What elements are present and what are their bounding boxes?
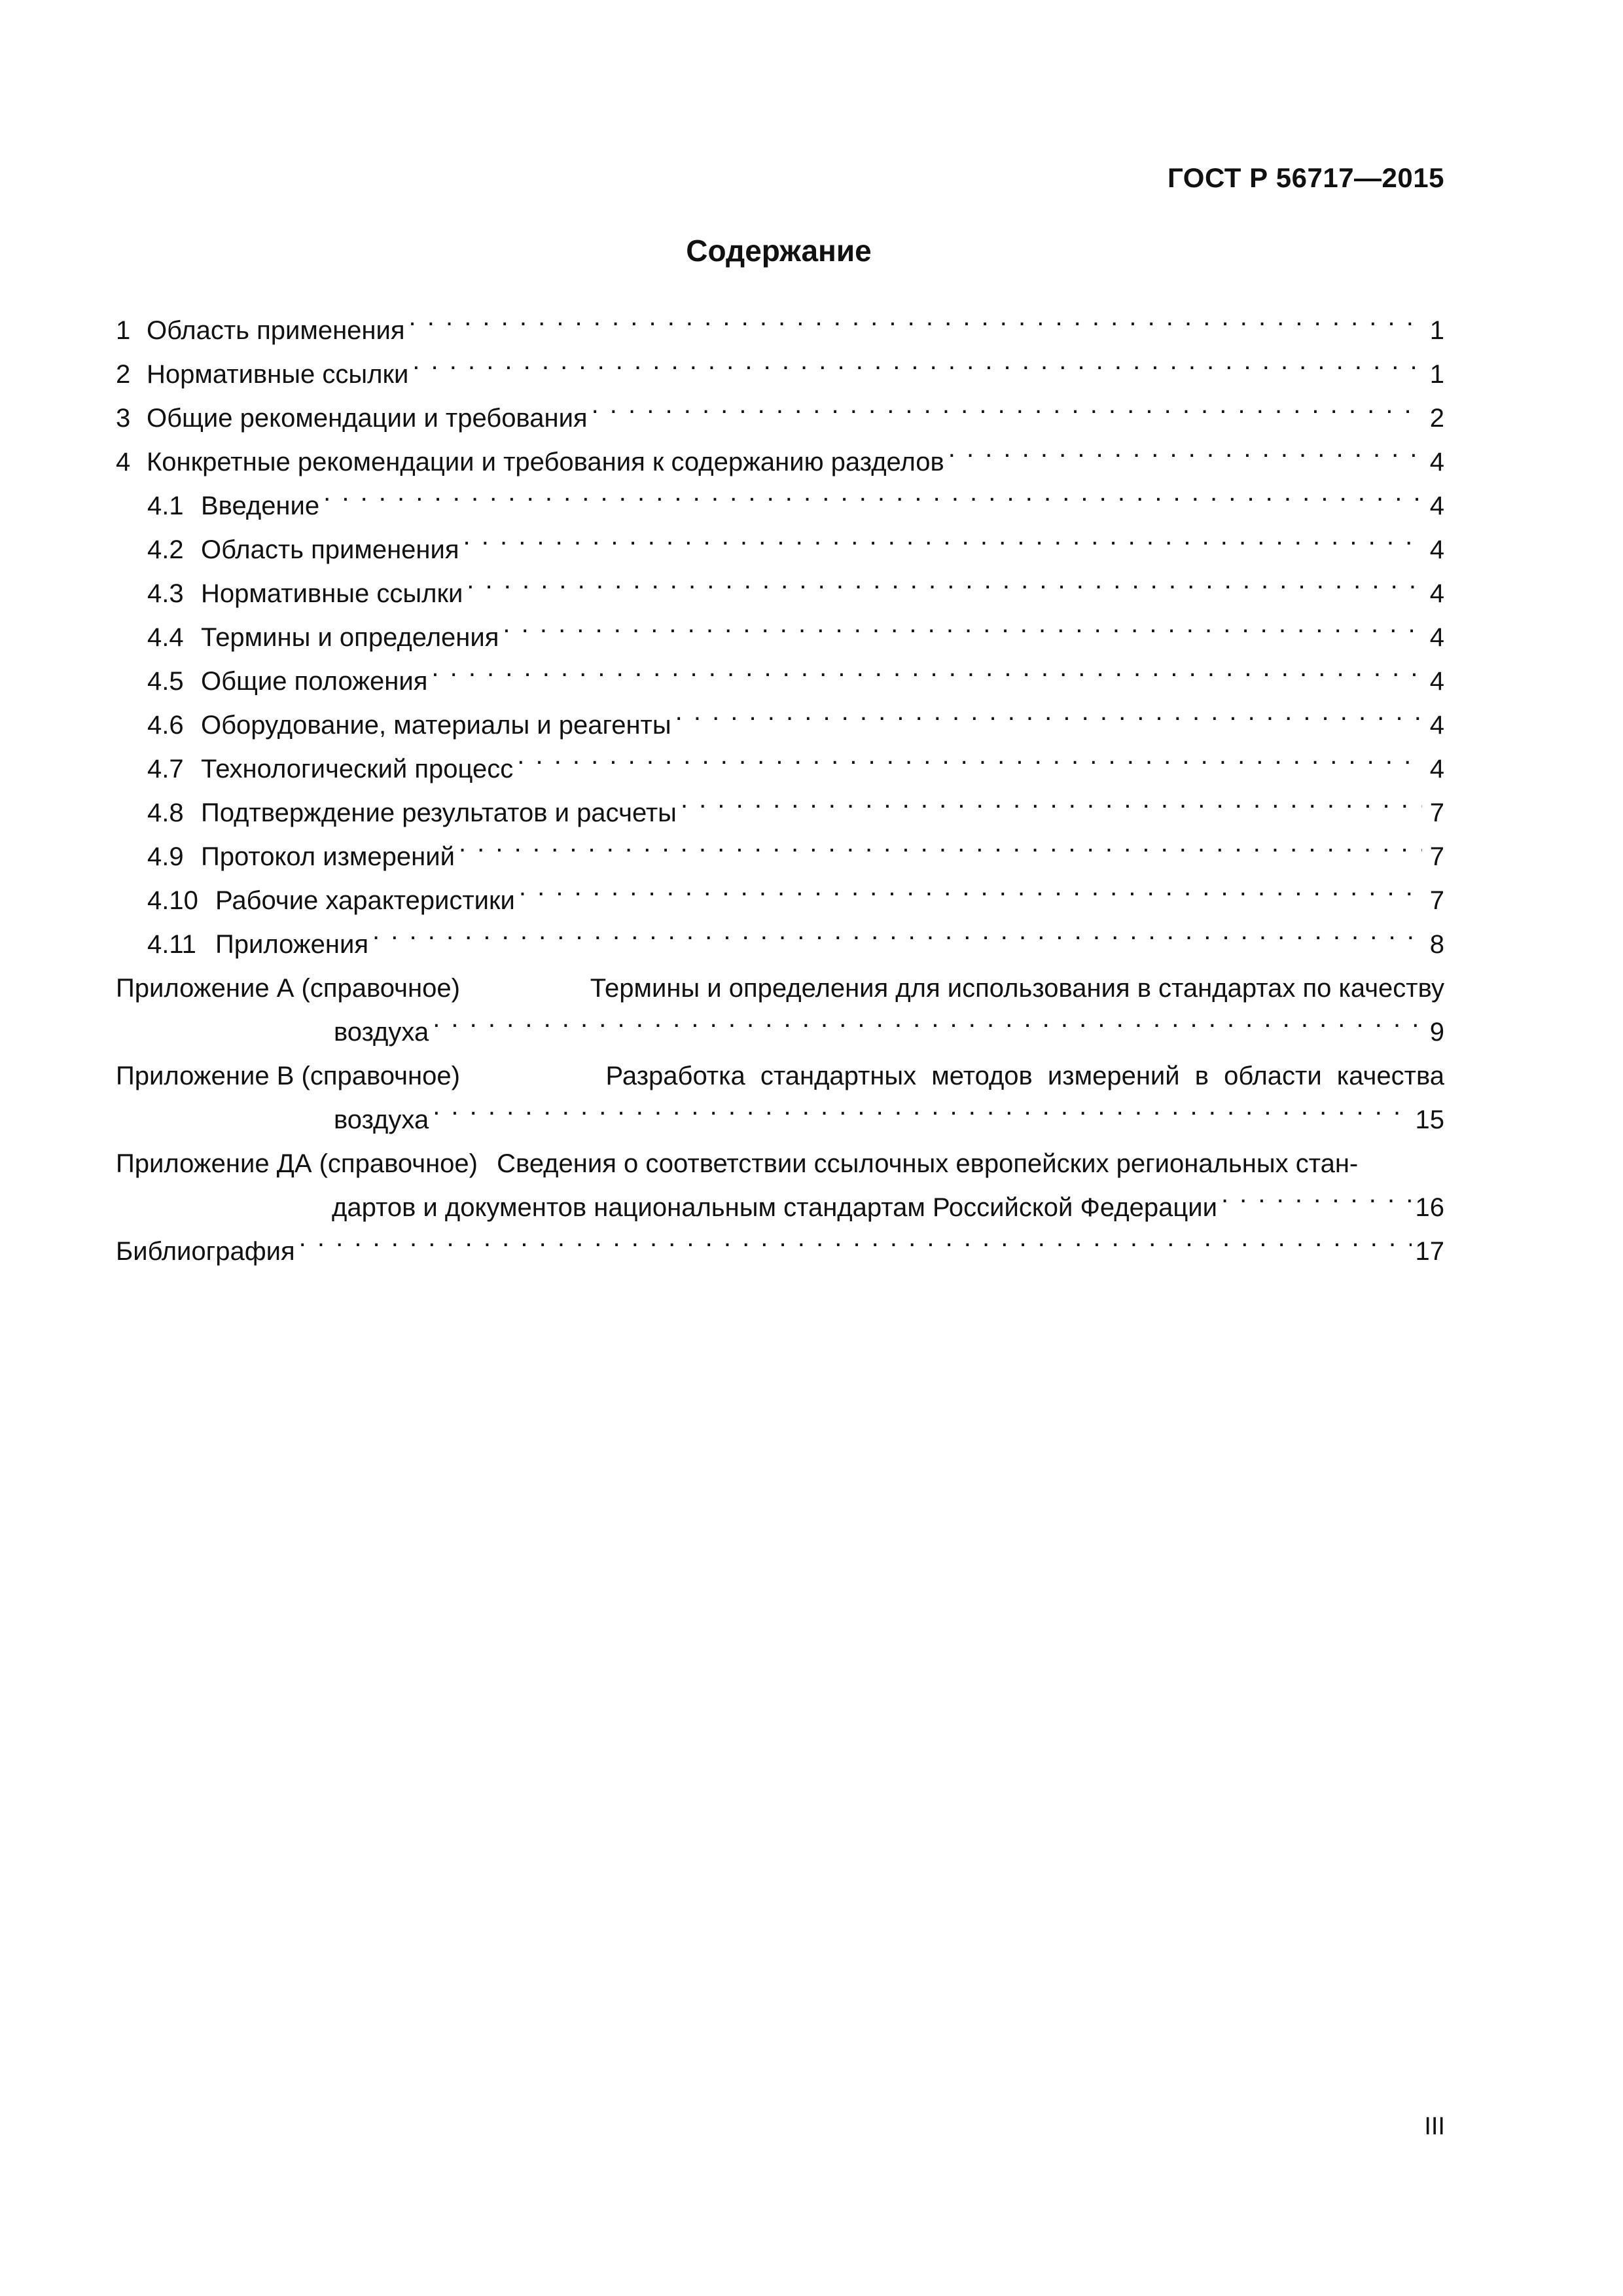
page-title: Содержание: [686, 234, 872, 268]
toc-entry-page: 8: [1429, 930, 1444, 959]
toc-subentry[interactable]: [116, 616, 1444, 660]
toc-entry-page: 17: [1415, 1237, 1444, 1266]
toc-entry-page: 4: [1429, 492, 1444, 520]
toc-entry-page: 1: [1429, 360, 1444, 389]
toc-entry-label: Нормативные ссылки: [147, 360, 409, 389]
toc-entry-number: 4.11: [147, 930, 196, 959]
toc-entry-page: 4: [1429, 755, 1444, 783]
toc-entry-number: 2: [116, 360, 131, 389]
annex-title-line2: воздуха: [334, 1018, 429, 1047]
toc-entry-page: 16: [1415, 1193, 1444, 1222]
toc-entry-page: 15: [1415, 1105, 1444, 1134]
dot-leader: [323, 488, 1422, 514]
document-id: ГОСТ Р 56717—2015: [1168, 162, 1444, 193]
toc-subentry[interactable]: [116, 791, 1444, 835]
toc-entry[interactable]: [116, 353, 1444, 397]
dot-leader: [592, 401, 1422, 427]
dot-leader: [299, 1234, 1412, 1260]
dot-leader: [412, 357, 1422, 383]
toc-entry-page: 4: [1429, 579, 1444, 608]
annex-prefix: Приложение А (справочное): [116, 974, 460, 1003]
annex-title-line1: Термины и определения для использования в стандартах по качеству: [590, 974, 1444, 1003]
toc-entry-label: Рабочие характеристики: [215, 886, 515, 915]
annex-prefix: Приложение ДА (справочное): [116, 1149, 478, 1178]
annex-title-line1: Сведения о соответствии ссылочных европейских региональных стан-: [497, 1149, 1359, 1178]
toc-annex-entry[interactable]: [116, 967, 1444, 1054]
toc-entry-number: 4.10: [147, 886, 198, 915]
toc-entry-number: 4.6: [147, 711, 184, 740]
dot-leader: [519, 883, 1422, 909]
toc-subentry[interactable]: [116, 835, 1444, 879]
toc-annex-entry[interactable]: [116, 1054, 1444, 1142]
toc-entry-page: 4: [1429, 448, 1444, 476]
dot-leader: [681, 795, 1422, 821]
toc-annex-entry[interactable]: [116, 1142, 1444, 1230]
toc-entry-label: Введение: [201, 492, 320, 520]
toc-entry-number: 4.2: [147, 535, 184, 564]
toc-entry-number: 4.8: [147, 798, 184, 827]
toc-entry-number: 4.5: [147, 667, 184, 696]
dot-leader: [433, 1102, 1411, 1128]
toc-entry-number: 1: [116, 316, 131, 345]
table-of-contents: [116, 309, 1444, 1274]
toc-entry-page: 1: [1429, 316, 1444, 345]
toc-entry-number: 4.9: [147, 842, 184, 871]
toc-entry-page: 7: [1429, 886, 1444, 915]
toc-subentry[interactable]: [116, 660, 1444, 704]
dot-leader: [431, 664, 1422, 690]
toc-entry-number: 4.4: [147, 623, 184, 652]
toc-subentry[interactable]: [116, 747, 1444, 791]
toc-entry[interactable]: [116, 397, 1444, 440]
toc-entry-page: 4: [1429, 535, 1444, 564]
toc-entry-label: Протокол измерений: [201, 842, 455, 871]
toc-entry-number: 4.7: [147, 755, 184, 783]
toc-bibliography-entry[interactable]: [116, 1230, 1444, 1274]
toc-entry-label: Термины и определения: [201, 623, 499, 652]
toc-entry-number: 3: [116, 404, 131, 433]
toc-entry-number: 4.3: [147, 579, 184, 608]
dot-leader: [467, 576, 1422, 602]
annex-title-line2: воздуха: [334, 1105, 429, 1134]
toc-subentry[interactable]: [116, 704, 1444, 747]
annex-title-line1: Разработка стандартных методов измерений в области качества: [605, 1062, 1444, 1090]
annex-prefix: Приложение В (справочное): [116, 1062, 460, 1090]
toc-entry-page: 2: [1429, 404, 1444, 433]
toc-entry-label: Общие положения: [201, 667, 428, 696]
toc-entry[interactable]: [116, 309, 1444, 353]
dot-leader: [1221, 1190, 1412, 1216]
toc-entry-number: 4.1: [147, 492, 184, 520]
toc-entry-page: 7: [1429, 798, 1444, 827]
dot-leader: [459, 839, 1422, 865]
toc-entry-label: Подтверждение результатов и расчеты: [201, 798, 677, 827]
dot-leader: [675, 708, 1422, 734]
toc-entry-label: Область применения: [201, 535, 459, 564]
dot-leader: [409, 313, 1422, 339]
toc-entry-page: 4: [1429, 623, 1444, 652]
dot-leader: [503, 620, 1422, 646]
toc-entry-page: 4: [1429, 667, 1444, 696]
toc-entry-label: Конкретные рекомендации и требования к содержанию разделов: [147, 448, 944, 476]
dot-leader: [517, 751, 1422, 778]
dot-leader: [948, 444, 1422, 471]
toc-entry-label: Оборудование, материалы и реагенты: [201, 711, 671, 740]
toc-entry-page: 9: [1429, 1018, 1444, 1047]
toc-subentry[interactable]: [116, 879, 1444, 923]
toc-entry[interactable]: [116, 440, 1444, 484]
toc-entry-label: Общие рекомендации и требования: [147, 404, 588, 433]
dot-leader: [463, 532, 1422, 558]
page-number: III: [1424, 2113, 1445, 2140]
dot-leader: [372, 927, 1422, 953]
toc-subentry[interactable]: [116, 528, 1444, 572]
annex-title-line2: дартов и документов национальным стандартам Российской Федерации: [332, 1193, 1217, 1222]
toc-entry-page: 7: [1429, 842, 1444, 871]
toc-entry-label: Приложения: [215, 930, 369, 959]
toc-entry-label: Технологический процесс: [201, 755, 514, 783]
toc-entry-page: 4: [1429, 711, 1444, 740]
toc-entry-number: 4: [116, 448, 131, 476]
toc-entry-label: Область применения: [147, 316, 405, 345]
toc-subentry[interactable]: [116, 572, 1444, 616]
toc-entry-label: Библиография: [116, 1237, 295, 1266]
dot-leader: [433, 1014, 1422, 1041]
toc-subentry[interactable]: [116, 923, 1444, 967]
toc-entry-label: Нормативные ссылки: [201, 579, 463, 608]
toc-subentry[interactable]: [116, 484, 1444, 528]
